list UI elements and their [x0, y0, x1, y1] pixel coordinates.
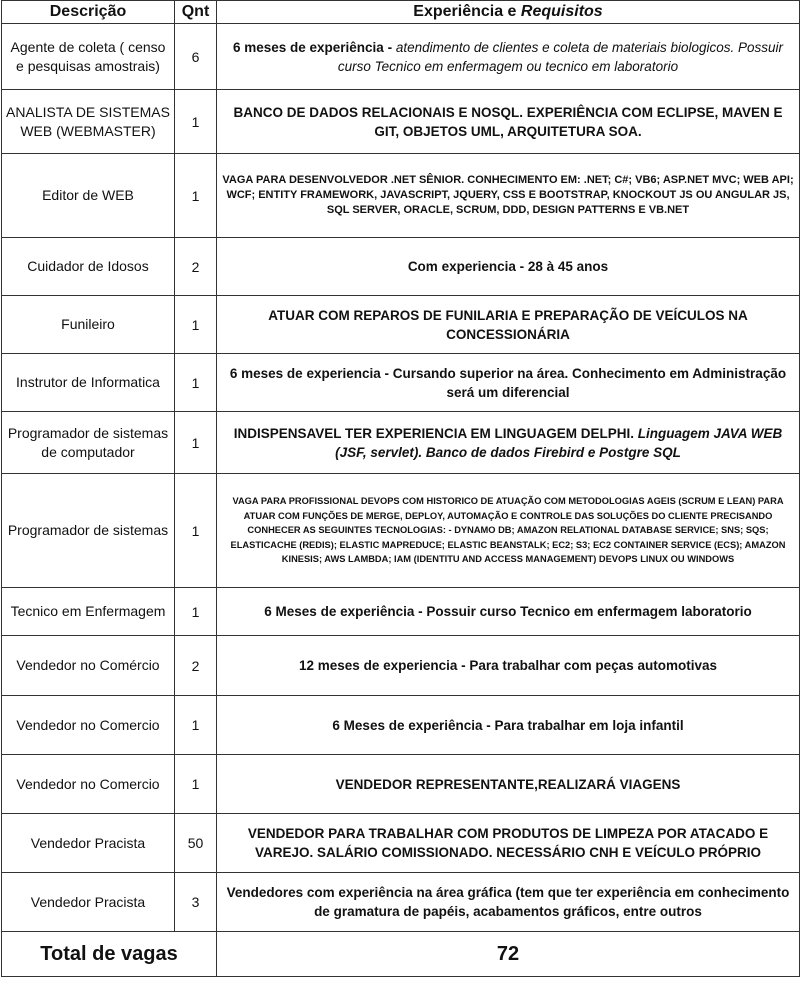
header-row: [2, 1, 800, 24]
job-requirements: Com experiencia - 28 à 45 anos: [217, 238, 800, 296]
job-quantity: 1: [175, 474, 217, 588]
table-row: [2, 154, 800, 238]
job-description: ANALISTA DE SISTEMAS WEB (WEBMASTER): [2, 90, 175, 154]
job-quantity: 1: [175, 296, 217, 354]
job-requirements: BANCO DE DADOS RELACIONAIS E NOSQL. EXPERIÊNCIA COM ECLIPSE, MAVEN E GIT, OBJETOS UML, ARQUITETURA SOA.: [217, 90, 800, 154]
table-row: [2, 296, 800, 354]
job-quantity: 1: [175, 354, 217, 412]
job-description: Vendedor Pracista: [2, 814, 175, 873]
job-description: Vendedor no Comercio: [2, 755, 175, 814]
job-requirements: 6 Meses de experiência - Para trabalhar em loja infantil: [217, 696, 800, 755]
job-description: Instrutor de Informatica: [2, 354, 175, 412]
job-description: Editor de WEB: [2, 154, 175, 238]
job-quantity: 1: [175, 154, 217, 238]
job-quantity: 50: [175, 814, 217, 873]
table-row: [2, 873, 800, 932]
job-description: Vendedor no Comercio: [2, 696, 175, 755]
job-description: Vendedor no Comércio: [2, 636, 175, 696]
table-row: [2, 474, 800, 588]
job-quantity: 3: [175, 873, 217, 932]
header-requirements-text: Experiência e: [413, 3, 521, 20]
job-openings-table: [1, 0, 800, 977]
table-row: [2, 24, 800, 90]
job-description: Programador de sistemas: [2, 474, 175, 588]
table-row: [2, 238, 800, 296]
table-row: [2, 755, 800, 814]
job-requirements: VAGA PARA PROFISSIONAL DEVOPS COM HISTORICO DE ATUAÇÃO COM METODOLOGIAS AGEIS (SCRUM E LEAN) PARA ATUAR COM FUNÇÕES DE MERGE, DEPLOY, AUTOMAÇÃO E CONTROLE DAS SOLUÇÕES DO CLIENTE PRECISANDO CONHECER AS SEGUINTES TECNOLOGIAS: - DYNAMO DB; AMAZON RELATIONAL DATABASE SERVICE; SNS; SQS; ELASTICACHE (REDIS); ELASTIC MAPREDUCE; ELASTIC BEANSTALK; EC2; S3; EC2 CONTAINER SERVICE (ECS); AMAZON KINESIS; AWS LAMBDA; IAM (IDENTITU AND ACCESS MANAGEMENT) DEVOPS LINUX OU WINDOWS: [217, 474, 800, 588]
requirements-bold: 6 meses de experiência -: [232, 39, 396, 55]
job-requirements: 6 Meses de experiência - Possuir curso Tecnico em enfermagem laboratorio: [217, 588, 800, 636]
header-quantity: Qnt: [175, 1, 217, 24]
table-row: [2, 636, 800, 696]
job-quantity: 2: [175, 636, 217, 696]
job-requirements: 6 meses de experiencia - Cursando superior na área. Conhecimento em Administração será um diferencial: [217, 354, 800, 412]
job-requirements: [217, 412, 800, 474]
job-quantity: 2: [175, 238, 217, 296]
total-value: 72: [217, 932, 800, 977]
job-description: Programador de sistemas de computador: [2, 412, 175, 474]
table-row: [2, 814, 800, 873]
requirements-italic: atendimento de clientes e coleta de materiais biologicos. Possuir curso Tecnico em enfermagem ou tecnico em laboratorio: [337, 39, 784, 74]
job-requirements: VENDEDOR PARA TRABALHAR COM PRODUTOS DE LIMPEZA POR ATACADO E VAREJO. SALÁRIO COMISSIONADO. NECESSÁRIO CNH E VEÍCULO PRÓPRIO: [217, 814, 800, 873]
header-requirements-italic: Requisitos: [520, 3, 603, 20]
job-requirements: VAGA PARA DESENVOLVEDOR .NET SÊNIOR. CONHECIMENTO EM: .NET; C#; VB6; ASP.NET MVC; WEB API; WCF; ENTITY FRAMEWORK, JAVASCRIPT, JQUERY, CSS E BOOTSTRAP, KNOCKOUT JS OU ANGULAR JS, SQL SERVER, ORACLE, SCRUM, DDD, DESIGN PATTERNS E VB.NET: [217, 154, 800, 238]
requirements-bold: INDISPENSAVEL TER EXPERIENCIA EM LINGUAGEM DELPHI.: [233, 425, 638, 441]
job-quantity: 1: [175, 90, 217, 154]
job-quantity: 6: [175, 24, 217, 90]
job-description: Cuidador de Idosos: [2, 238, 175, 296]
table-row: [2, 354, 800, 412]
job-description: Vendedor Pracista: [2, 873, 175, 932]
requirements-bold-italic: Linguagem JAVA WEB (JSF, servlet). Banco de dados Firebird e Postgre SQL: [335, 425, 783, 460]
header-requirements: [217, 1, 800, 24]
table-row: [2, 412, 800, 474]
job-requirements: 12 meses de experiencia - Para trabalhar com peças automotivas: [217, 636, 800, 696]
job-quantity: 1: [175, 696, 217, 755]
total-row: [2, 932, 800, 977]
total-label: Total de vagas: [2, 932, 217, 977]
job-requirements: VENDEDOR REPRESENTANTE,REALIZARÁ VIAGENS: [217, 755, 800, 814]
job-description: Agente de coleta ( censo e pesquisas amostrais): [2, 24, 175, 90]
job-quantity: 1: [175, 588, 217, 636]
job-requirements: Vendedores com experiência na área gráfica (tem que ter experiência em conhecimento de gramatura de papéis, acabamentos gráficos, entre outros: [217, 873, 800, 932]
job-description: Tecnico em Enfermagem: [2, 588, 175, 636]
table-row: [2, 696, 800, 755]
job-description: Funileiro: [2, 296, 175, 354]
header-description: Descrição: [2, 1, 175, 24]
job-requirements: [217, 24, 800, 90]
table-row: [2, 90, 800, 154]
job-requirements: ATUAR COM REPAROS DE FUNILARIA E PREPARAÇÃO DE VEÍCULOS NA CONCESSIONÁRIA: [217, 296, 800, 354]
job-quantity: 1: [175, 755, 217, 814]
job-quantity: 1: [175, 412, 217, 474]
table-row: [2, 588, 800, 636]
